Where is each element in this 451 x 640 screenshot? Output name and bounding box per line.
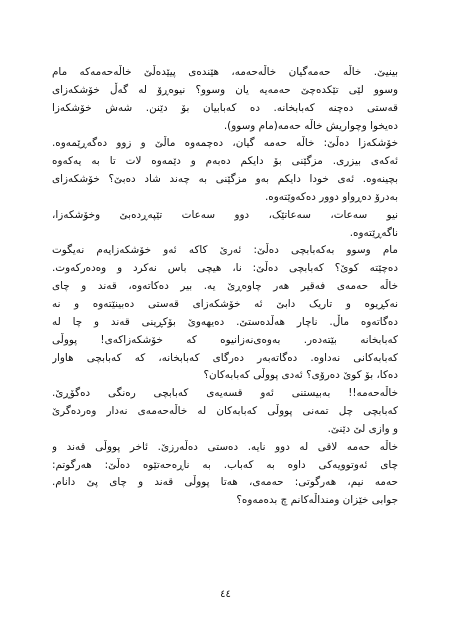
- text-line: دەیخوا وچواریش خاڵە حەمە(مام وسوو).: [223, 119, 398, 132]
- text-line: خاڵەحەمە!! بەبیستنی ئەو قسەیەی کەبابچی رەنگی دەگۆڕێ.: [52, 387, 398, 400]
- text-line: چای ئەوتوویەکی داوە بە کەباب. بە ناڕەحەتێوە دەڵێ: هەرگوتم:: [52, 458, 398, 471]
- text-line: نەکڕیوە و تاریک دابێ ئە خۆشکەزای قەستی دەبینێتەوە و نە: [52, 297, 398, 310]
- text-line: ئەکەی بیزری. مزگێنی بۆ دایکم دەبەم و دێمەوە لات تا بە یەکەوە: [52, 155, 398, 168]
- body-text: [52, 64, 398, 510]
- text-line: دەچێتە کوێ؟ کەبابچی دەڵێ: نا، هیچی باس نەکرد و وەدەرکەوت.: [52, 262, 398, 275]
- text-line: خۆشکەزا دەڵێ: خاڵە حەمە گیان، دەچمەوە ماڵێ و زوو دەگەڕێمەوە.: [52, 137, 398, 150]
- text-line: خاڵە حەمەی فەقیر هەر چاوەڕێ یە. بیر دەکاتەوە، قەند و چای: [52, 280, 398, 293]
- text-line: و وازی لێ دێنێ.: [327, 422, 398, 435]
- text-line: دەکا، بۆ کوێ دەرۆی؟ ئەدی پووڵی کەبابەکان؟: [203, 369, 398, 382]
- text-line: کەبابەکانی نەداوە. دەگاتەبەر دەرگای کەبابخانە، کە کەبابچی هاوار: [52, 351, 398, 364]
- text-line: مام وسوو بەکەبابچی دەڵێ: ئەرێ کاکە ئەو خۆشکەزایەم نەیگوت: [52, 244, 398, 257]
- text-line: دەگاتەوە ماڵ. ناچار هەڵدەستێ. دەیهەوێ بۆکڕینی قەند و چا لە: [52, 315, 398, 328]
- text-line: نیو سەعات، سەعاتێک، دوو سەعات تێپەڕدەبێ وخۆشکەزا،: [52, 208, 398, 221]
- text-line: حەمە نیم، هەرگوتی: حەمەی، هەتا پووڵی قەند و چای پێ دانام.: [52, 476, 398, 489]
- text-line: قەستی دەچنە کەبابخانە. دە کەبابیان بۆ دێنن. شەش خۆشکەزا: [52, 101, 398, 114]
- text-line: وسوو لێی تێکدەچێ حەمەیە یان وسوو؟ نیوەڕۆ لە گەڵ خۆشکەزای: [52, 83, 398, 96]
- text-line: ناگەڕێتەوە.: [349, 226, 398, 239]
- text-line: جوابی خێزان ومنداڵەکانم چ بدەمەوە؟: [236, 494, 398, 507]
- text-line: بەدرۆ دەڕواو دوور دەکەوێتەوە.: [264, 190, 398, 203]
- text-line: کەبابچی چل تمەنی پووڵی کەبابەکان لە خاڵەحەمەی نەدار وەردەگرێ: [52, 405, 398, 418]
- text-line: بینیێ. خاڵە حەمەگیان خاڵەحەمە، هێندەی پیێدەڵێ خاڵەحەمەکە مام: [52, 66, 398, 78]
- text-line: خاڵە حەمە لاقی لە دوو نایە. دەستی دەڵەرزێ. ئاخر پووڵی قەند و: [52, 440, 398, 453]
- page-number: ٤٤: [220, 589, 231, 600]
- text-line: بچینەوە. ئەی خودا دایکم بەو مزگێنی بە چەند شاد دەبێ؟ خۆشکەزای: [52, 173, 398, 186]
- text-line: کەبابخانە بێتەدەر. بەوەی‌نەزانیوە کە خۆشکەزاکەی! پووڵی: [52, 333, 398, 346]
